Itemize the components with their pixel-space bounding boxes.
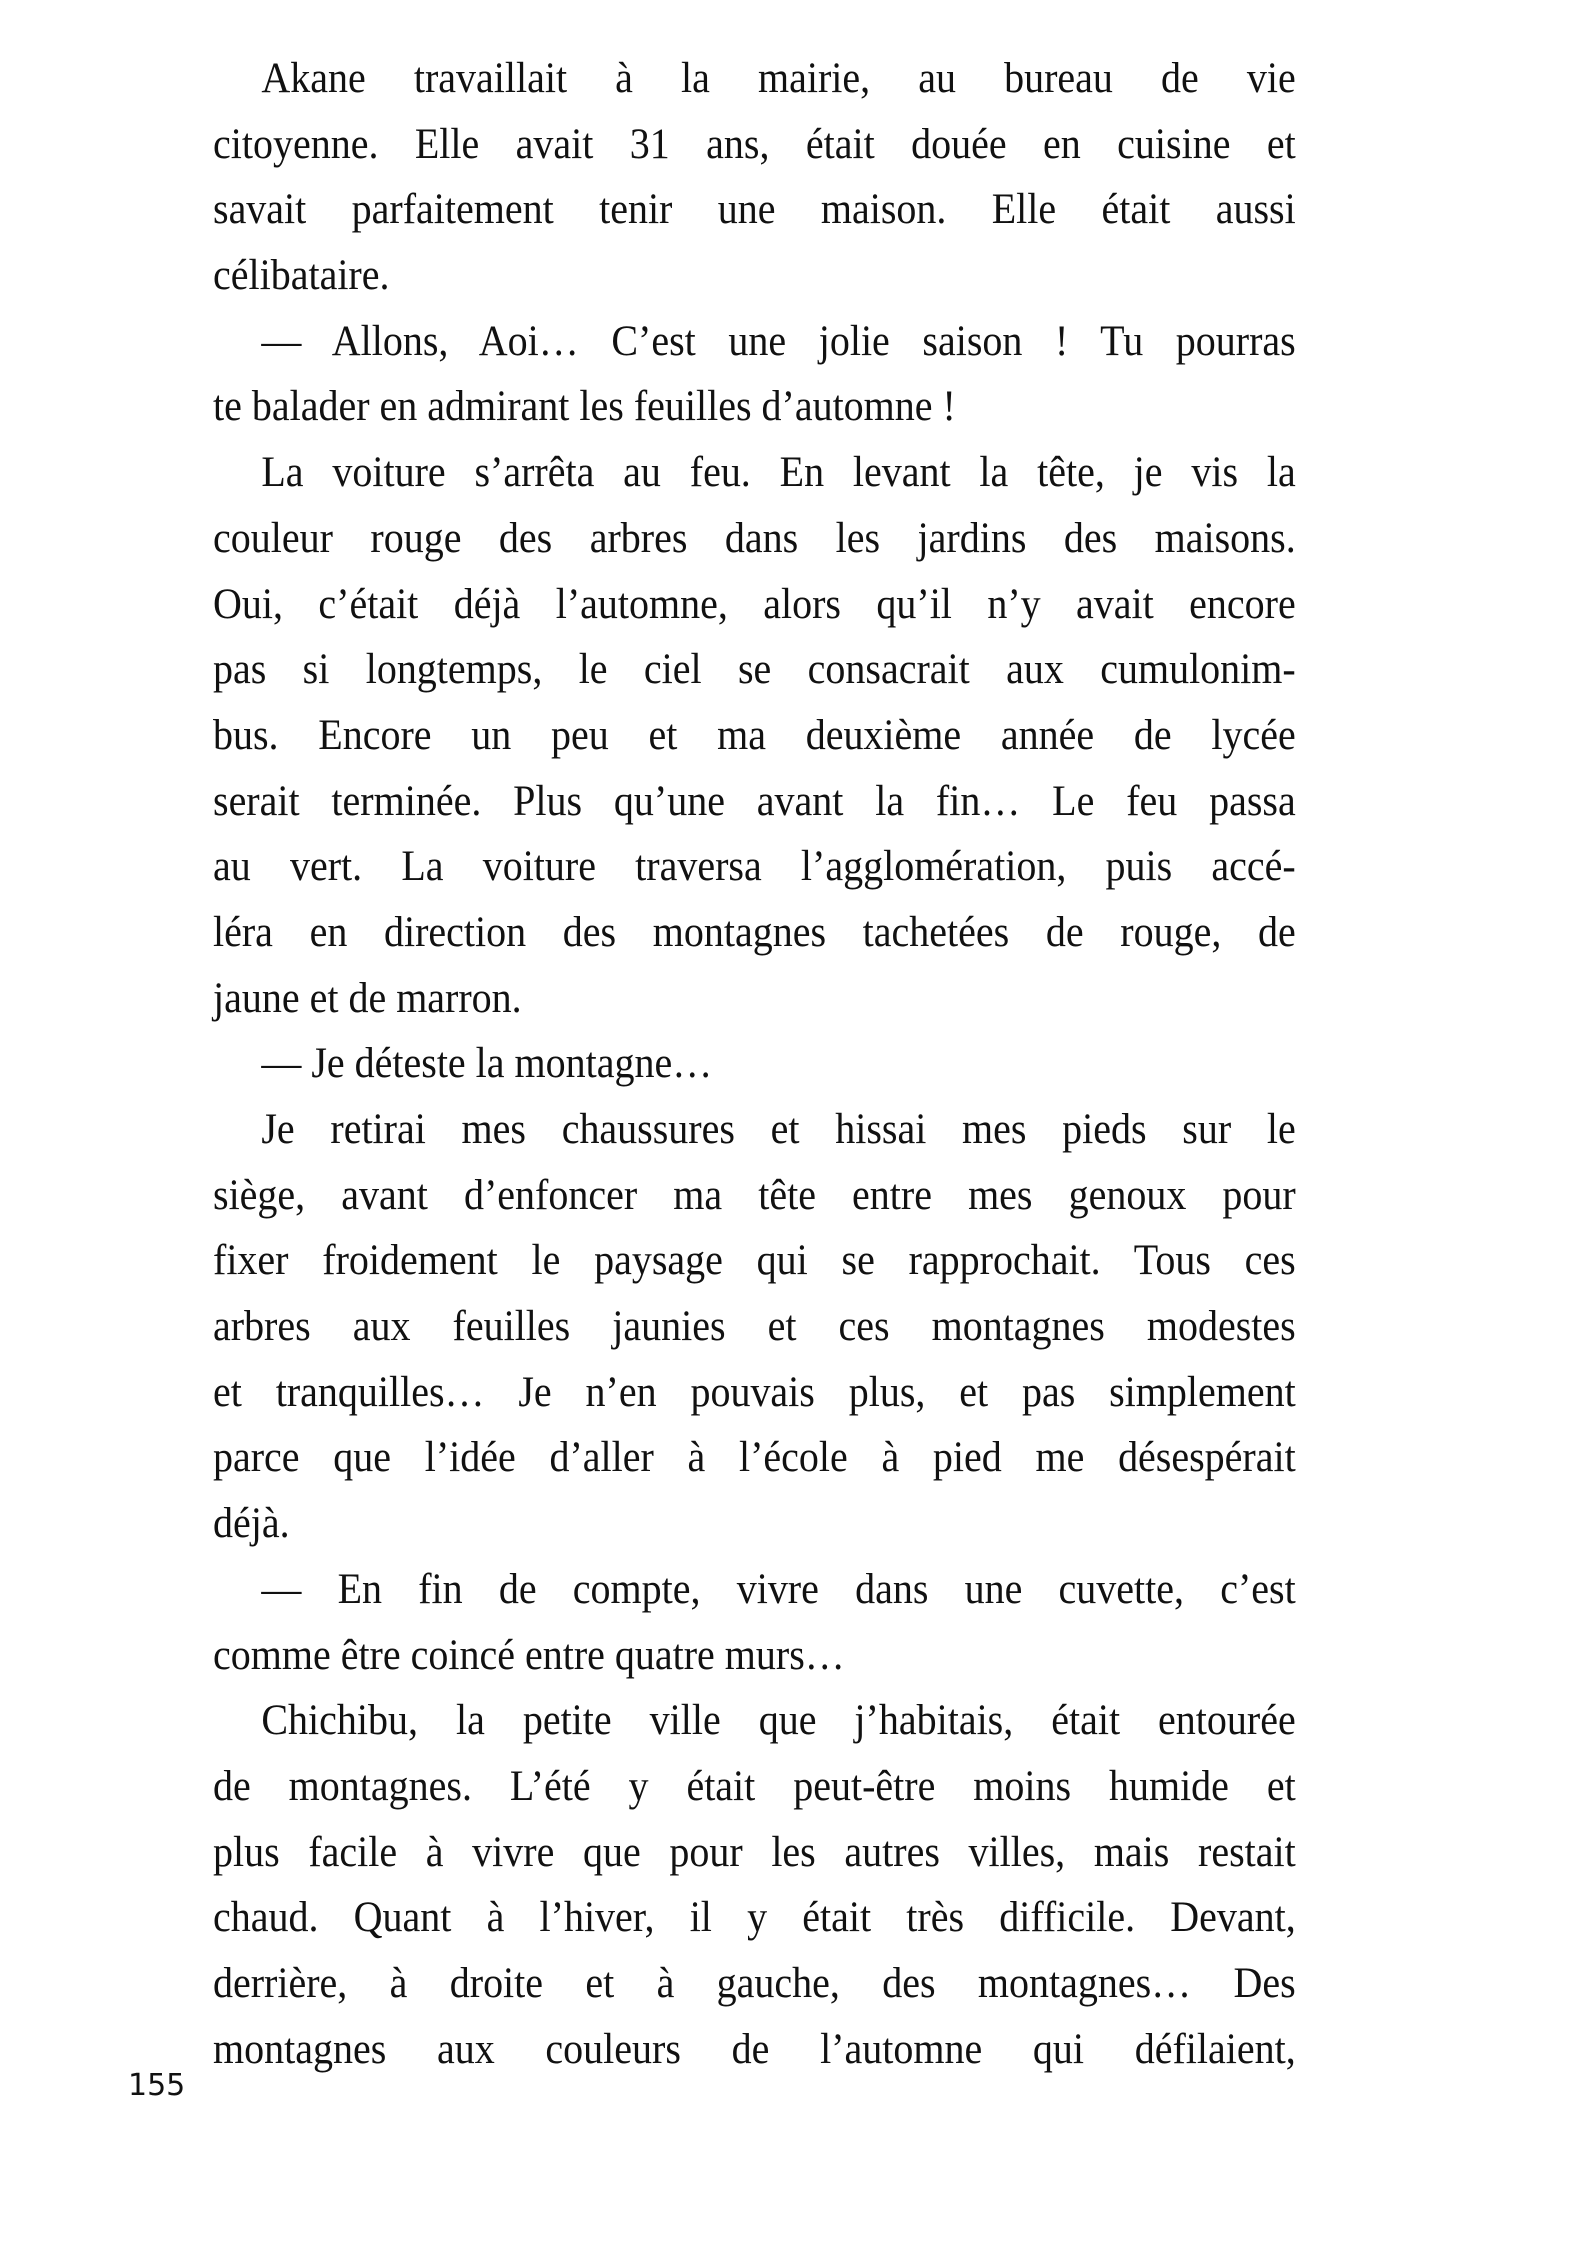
text-line: — En fin de compte, vivre dans une cuvette, c’est: [261, 1565, 1296, 1613]
text-line: derrière, à droite et à gauche, des montagnes… Des: [213, 1959, 1296, 2007]
text-line: Oui, c’était déjà l’automne, alors qu’il n’y avait encore: [213, 580, 1296, 628]
text-line: serait terminée. Plus qu’une avant la fin… Le feu passa: [213, 777, 1296, 825]
text-line: de montagnes. L’été y était peut-être moins humide et: [213, 1762, 1296, 1810]
text-line: te balader en admirant les feuilles d’automne !: [213, 383, 956, 431]
text-line: et tranquilles… Je n’en pouvais plus, et pas simplement: [213, 1368, 1296, 1416]
text-line: chaud. Quant à l’hiver, il y était très difficile. Devant,: [213, 1894, 1296, 1942]
page-number: 155: [128, 2068, 186, 2103]
text-line: déjà.: [213, 1500, 290, 1548]
text-line: célibataire.: [213, 252, 390, 300]
text-line: plus facile à vivre que pour les autres villes, mais restait: [213, 1828, 1296, 1876]
text-line: montagnes aux couleurs de l’automne qui défilaient,: [213, 2025, 1296, 2073]
text-line: Akane travaillait à la mairie, au bureau de vie: [261, 55, 1296, 102]
text-line: parce que l’idée d’aller à l’école à pied me désespérait: [213, 1434, 1296, 1482]
text-line: comme être coincé entre quatre murs…: [213, 1631, 845, 1679]
text-line: jaune et de marron.: [213, 974, 522, 1022]
text-line: au vert. La voiture traversa l’agglomération, puis accé-: [213, 843, 1296, 891]
text-line: bus. Encore un peu et ma deuxième année de lycée: [213, 711, 1296, 759]
text-line: couleur rouge des arbres dans les jardins des maisons.: [213, 514, 1296, 562]
text-line: fixer froidement le paysage qui se rapprochait. Tous ces: [213, 1237, 1296, 1285]
text-line: léra en direction des montagnes tachetées de rouge, de: [213, 908, 1296, 956]
text-line: Chichibu, la petite ville que j’habitais, était entourée: [261, 1697, 1296, 1745]
text-line: siège, avant d’enfoncer ma tête entre mes genoux pour: [213, 1171, 1296, 1219]
text-line: — Je déteste la montagne…: [261, 1040, 713, 1088]
text-line: — Allons, Aoi… C’est une jolie saison ! Tu pourras: [261, 317, 1296, 365]
text-line: savait parfaitement tenir une maison. Elle était aussi: [213, 186, 1296, 234]
text-line: pas si longtemps, le ciel se consacrait aux cumulonim-: [213, 646, 1296, 694]
text-line: La voiture s’arrêta au feu. En levant la tête, je vis la: [261, 449, 1296, 497]
text-line: arbres aux feuilles jaunies et ces montagnes modestes: [213, 1303, 1296, 1351]
text-line: citoyenne. Elle avait 31 ans, était douée en cuisine et: [213, 120, 1296, 168]
body-text: [213, 46, 1296, 2082]
text-line: Je retirai mes chaussures et hissai mes pieds sur le: [261, 1106, 1296, 1153]
